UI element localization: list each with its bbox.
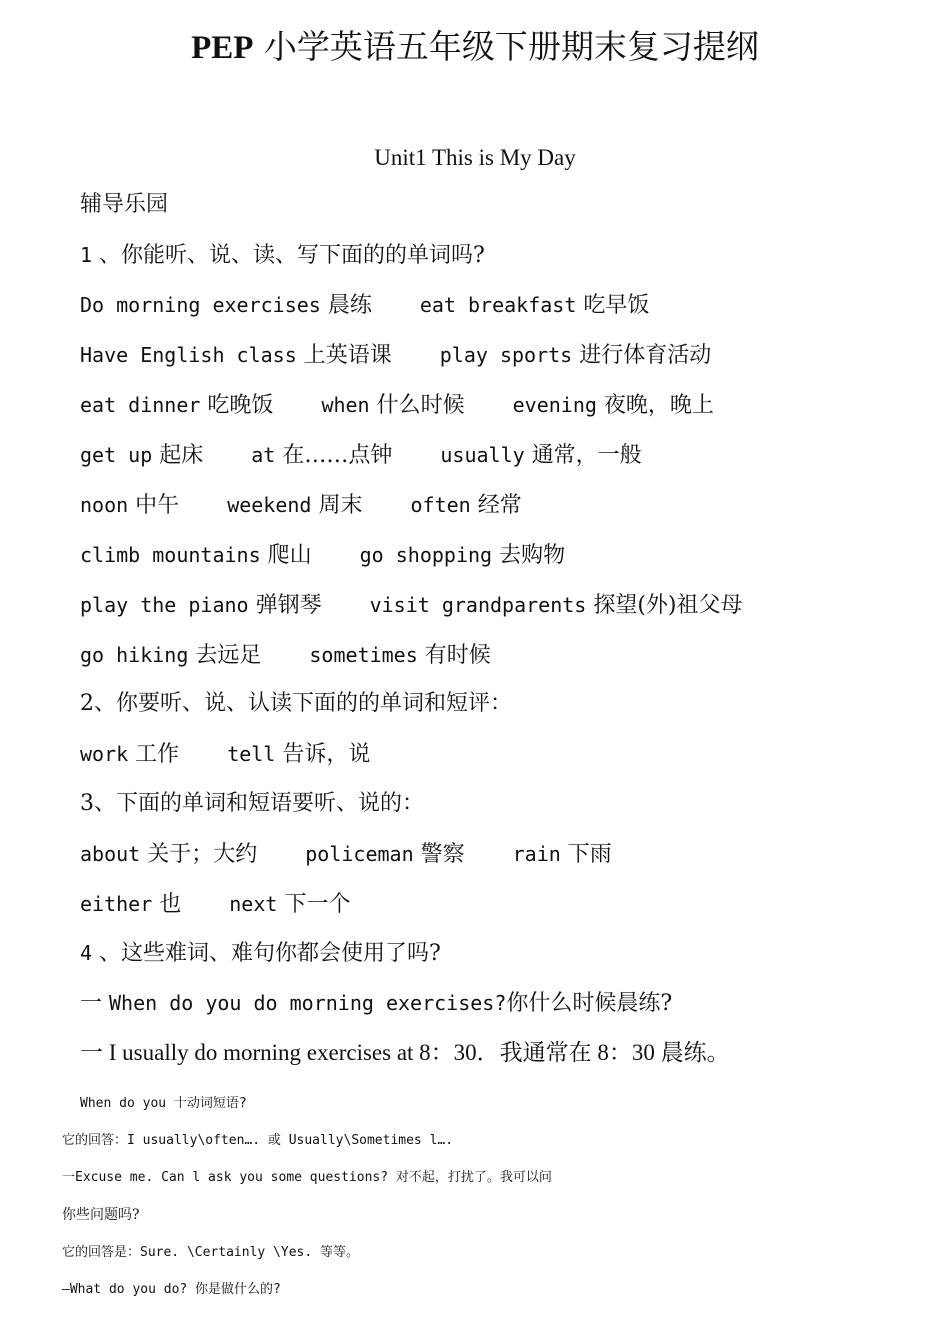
note-line: When do you 十动词短语?	[80, 1096, 247, 1111]
vocab-chinese: 吃早饭	[583, 293, 650, 318]
vocab-line	[80, 590, 743, 621]
vocab-chinese: 上英语课	[303, 343, 392, 368]
title-chinese: 小学英语五年级下册期末复习提纲	[263, 27, 759, 66]
dialog-line-2-text: I usually do morning exercises at 8：30．我通常在 8：30 晨练。	[108, 1040, 730, 1065]
vocab-chinese: 吃晚饭	[207, 393, 274, 418]
vocab-chinese: 经常	[477, 493, 522, 518]
vocab-chinese: 去购物	[499, 543, 566, 568]
vocab-chinese: 晨练	[327, 293, 372, 318]
vocab-english: climb mountains	[80, 543, 261, 567]
vocab-chinese: 周末	[318, 493, 363, 518]
vocab-english: play the piano	[80, 593, 249, 617]
unit-title: Unit1 This is My Day	[374, 145, 576, 170]
vocab-english: eat breakfast	[419, 293, 577, 317]
vocab-line	[80, 340, 711, 371]
vocab-line	[80, 390, 714, 421]
vocab-english: either	[80, 892, 153, 916]
vocab-chinese: 在……点钟	[282, 443, 393, 468]
question-1-text: 、你能听、说、读、写下面的的单词吗?	[99, 243, 485, 268]
vocab-english: when	[321, 393, 370, 417]
vocab-english: about	[80, 842, 141, 866]
vocab-chinese: 也	[159, 892, 182, 917]
dialog-dash: 一	[80, 1040, 103, 1065]
vocab-english: policeman	[305, 842, 414, 866]
vocab-english: noon	[80, 493, 129, 517]
vocab-chinese: 什么时候	[376, 393, 465, 418]
vocab-english: Do morning exercises	[80, 293, 321, 317]
vocab-chinese: 告诉，说	[282, 742, 371, 767]
vocab-english: Have English class	[80, 343, 297, 367]
vocab-line	[80, 490, 522, 521]
question-4-number: 4	[80, 941, 93, 965]
vocab-english: often	[410, 493, 471, 517]
dialog-dash: 一	[80, 991, 103, 1016]
question-1	[80, 240, 485, 271]
note-line: 一Excuse me. Can l ask you some questions? 对不起，打扰了。我可以问	[62, 1170, 552, 1185]
dialog-line-1-en: When do you do morning exercises?	[109, 991, 507, 1015]
vocab-english: sometimes	[309, 643, 418, 667]
question-4-text: 、这些难词、难句你都会使用了吗?	[99, 941, 441, 966]
dialog-line-1-zh: 你什么时候晨练?	[506, 991, 673, 1016]
vocab-line	[80, 290, 649, 321]
vocab-chinese: 下雨	[567, 842, 612, 867]
vocab-chinese: 通常，一般	[531, 443, 642, 468]
vocab-chinese: 爬山	[267, 543, 312, 568]
vocab-chinese: 工作	[135, 742, 180, 767]
vocab-chinese: 去远足	[195, 643, 262, 668]
vocab-line	[80, 739, 370, 770]
note-line: —What do you do? 你是做什么的?	[62, 1282, 281, 1297]
vocab-english: eat dinner	[80, 393, 201, 417]
question-3: 3、下面的单词和短语要听、说的：	[80, 791, 424, 816]
section-heading: 辅导乐园	[80, 192, 169, 217]
vocab-chinese: 警察	[420, 842, 465, 867]
vocab-chinese: 中午	[135, 493, 180, 518]
vocab-chinese: 弹钢琴	[255, 593, 322, 618]
vocab-chinese: 夜晚，晚上	[603, 393, 714, 418]
vocab-english: work	[80, 742, 129, 766]
vocab-english: visit grandparents	[369, 593, 587, 617]
vocab-chinese: 起床	[159, 443, 204, 468]
vocab-chinese: 关于；大约	[147, 842, 258, 867]
vocab-english: get up	[80, 443, 153, 467]
vocab-line	[80, 889, 350, 920]
dialog-line-2	[80, 1038, 730, 1068]
note-line: 你些问题吗?	[62, 1207, 140, 1223]
vocab-english: tell	[227, 742, 276, 766]
question-4	[80, 938, 441, 969]
vocab-english: next	[229, 892, 278, 916]
vocab-english: evening	[512, 393, 597, 417]
title-latin: PEP	[191, 30, 254, 66]
question-2: 2、你要听、说、认读下面的的单词和短评：	[80, 691, 512, 716]
question-1-number: 1	[80, 243, 93, 267]
vocab-chinese: 探望(外)祖父母	[593, 593, 743, 618]
vocab-chinese: 进行体育活动	[579, 343, 712, 368]
vocab-english: rain	[512, 842, 561, 866]
vocab-english: go hiking	[80, 643, 189, 667]
vocab-chinese: 下一个	[284, 892, 351, 917]
vocab-line	[80, 540, 565, 571]
vocab-english: play sports	[439, 343, 573, 367]
vocab-english: usually	[440, 443, 525, 467]
vocab-line	[80, 640, 491, 671]
vocab-line	[80, 440, 642, 471]
dialog-line-1	[80, 988, 672, 1019]
vocab-chinese: 有时候	[424, 643, 491, 668]
page-title	[0, 26, 950, 69]
vocab-line	[80, 839, 612, 870]
vocab-english: weekend	[227, 493, 312, 517]
vocab-english: at	[251, 443, 276, 467]
note-line: 它的回答：I usually\often…. 或 Usually\Sometimes l….	[62, 1133, 454, 1148]
vocab-english: go shopping	[359, 543, 493, 567]
note-line: 它的回答是：Sure. \Certainly \Yes. 等等。	[62, 1245, 360, 1260]
